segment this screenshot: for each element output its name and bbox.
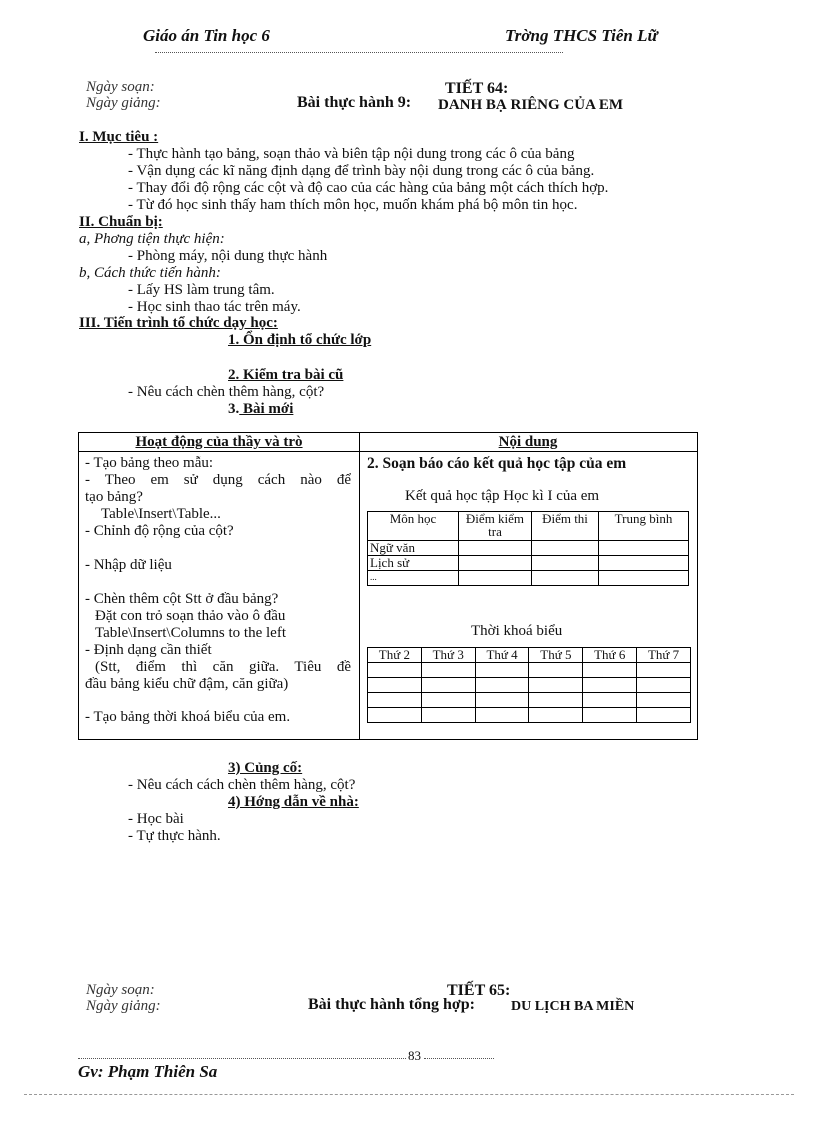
- grades-cell: [599, 571, 689, 586]
- process-heading: III. Tiến trình tổ chức dạy học:: [79, 315, 278, 331]
- activity-line: - Chèn thêm cột Stt ở đầu bảng?: [85, 591, 279, 607]
- schedule-cell: [583, 663, 637, 678]
- schedule-cell: [368, 678, 422, 693]
- schedule-cell: [637, 678, 691, 693]
- activity-line: - Nhập dữ liệu: [85, 557, 172, 573]
- schedule-header-cell: Thứ 4: [475, 648, 529, 663]
- page-number: 83: [408, 1048, 421, 1063]
- grades-row-subject: Lịch sử: [368, 556, 459, 571]
- header-divider: [155, 52, 563, 53]
- objective-item: - Thực hành tạo bảng, soạn thảo và biên tập nội dung trong các ô của bảng: [128, 146, 575, 162]
- preparation-b-label: b, Cách thức tiến hành:: [79, 265, 221, 281]
- schedule-caption: Thời khoá biểu: [471, 623, 563, 639]
- grades-header-cell: Điểm kiểm tra: [459, 512, 532, 541]
- homework-heading: 4) Hớng dẫn về nhà:: [228, 794, 359, 810]
- grades-row-subject: Ngữ văn: [368, 541, 459, 556]
- grades-cell: [599, 556, 689, 571]
- schedule-cell: [368, 708, 422, 723]
- schedule-cell: [529, 663, 583, 678]
- preparation-b-item: - Học sinh thao tác trên máy.: [128, 299, 301, 315]
- grades-cell: [532, 556, 599, 571]
- preparation-a-label: a, Phơng tiện thực hiện:: [79, 231, 225, 247]
- schedule-cell: [368, 693, 422, 708]
- grades-cell: [532, 541, 599, 556]
- content-heading: 2. Soạn báo cáo kết quả học tập của em: [367, 455, 627, 472]
- lesson64-title: DANH BẠ RIÊNG CỦA EM: [438, 97, 624, 113]
- activity-line: - Chỉnh độ rộng của cột?: [85, 523, 234, 539]
- activity-line: đầu bảng kiểu chữ đậm, căn giữa): [85, 676, 289, 692]
- schedule-table: [367, 647, 691, 723]
- schedule-cell: [421, 693, 475, 708]
- activity-line: tạo bảng?: [85, 489, 143, 505]
- schedule-cell: [583, 678, 637, 693]
- grades-cell: [459, 556, 532, 571]
- grades-header-cell: Trung bình: [599, 512, 689, 541]
- header-school: Trờng THCS Tiên Lữ: [505, 26, 658, 45]
- schedule-cell: [637, 663, 691, 678]
- activity-line: Table\Insert\Table...: [101, 506, 221, 522]
- process-step-2: 2. Kiểm tra bài cũ: [228, 367, 344, 383]
- preparation-a-item: - Phòng máy, nội dung thực hành: [128, 248, 328, 264]
- footer-divider-left: [78, 1058, 406, 1059]
- schedule-cell: [637, 708, 691, 723]
- grades-cell: [599, 541, 689, 556]
- table-column-divider: [359, 433, 360, 739]
- grades-row-subject: ...: [368, 571, 459, 586]
- lesson65-ngay-soan: Ngày soạn:: [86, 982, 155, 998]
- table-header-content: Nội dung: [498, 434, 558, 450]
- homework-item: - Tự thực hành.: [128, 828, 221, 844]
- schedule-cell: [421, 678, 475, 693]
- process-step-3: [228, 401, 293, 418]
- activity-line: (Stt, điểm thì căn giữa. Tiêu đề: [95, 659, 351, 675]
- preparation-b-item: - Lấy HS làm trung tâm.: [128, 282, 275, 298]
- activity-line: - Theo em sử dụng cách nào để: [85, 472, 351, 488]
- objective-item: - Vận dụng các kĩ năng định dạng để trình bày nội dung trong các ô của bảng.: [128, 163, 595, 179]
- schedule-cell: [368, 663, 422, 678]
- activity-line: - Định dạng cần thiết: [85, 642, 212, 658]
- schedule-cell: [421, 708, 475, 723]
- grades-cell: [459, 541, 532, 556]
- schedule-header-cell: Thứ 5: [529, 648, 583, 663]
- page-bottom-edge: [24, 1094, 794, 1095]
- lesson65-tiet: TIẾT 65:: [447, 982, 511, 999]
- preparation-heading: II. Chuẩn bị:: [79, 214, 163, 230]
- process-step-2-item: - Nêu cách chèn thêm hàng, cột?: [128, 384, 325, 400]
- activity-line: Table\Insert\Columns to the left: [95, 625, 286, 641]
- schedule-cell: [475, 708, 529, 723]
- objectives-heading: I. Mục tiêu :: [79, 129, 159, 145]
- grades-caption: Kết quả học tập Học kì I của em: [405, 488, 600, 504]
- activity-line: Đặt con trỏ soạn thảo vào ô đầu: [95, 608, 286, 624]
- activity-line: - Tạo bảng thời khoá biểu của em.: [85, 709, 291, 725]
- schedule-header-cell: Thứ 6: [583, 648, 637, 663]
- grades-header-cell: Điểm thi: [532, 512, 599, 541]
- footer-teacher: Gv: Phạm Thiên Sa: [78, 1062, 218, 1081]
- lesson64-ngay-giang: Ngày giảng:: [86, 95, 161, 111]
- lesson64-title-prefix: Bài thực hành 9:: [297, 94, 412, 111]
- schedule-cell: [475, 678, 529, 693]
- homework-item: - Học bài: [128, 811, 184, 827]
- schedule-cell: [475, 693, 529, 708]
- grades-table: [367, 511, 689, 586]
- objective-item: - Thay đổi độ rộng các cột và độ cao của các hàng của bảng một cách thích hợp.: [128, 180, 609, 196]
- grades-header-cell: Môn học: [368, 512, 459, 541]
- schedule-cell: [475, 663, 529, 678]
- review-item: - Nêu cách cách chèn thêm hàng, cột?: [128, 777, 356, 793]
- schedule-cell: [529, 708, 583, 723]
- footer-divider-right: [424, 1058, 494, 1059]
- lesson65-ngay-giang: Ngày giảng:: [86, 998, 161, 1014]
- schedule-header-cell: Thứ 2: [368, 648, 422, 663]
- review-heading: 3) Củng cố:: [228, 760, 303, 776]
- table-header-divider: [79, 451, 697, 452]
- schedule-cell: [529, 693, 583, 708]
- grades-cell: [459, 571, 532, 586]
- schedule-cell: [583, 693, 637, 708]
- lesson65-title-prefix: Bài thực hành tổng hợp:: [308, 996, 475, 1013]
- process-step-1: 1. Ổn định tổ chức lớp: [228, 332, 372, 348]
- lesson-table: [78, 432, 698, 740]
- schedule-header-cell: Thứ 3: [421, 648, 475, 663]
- schedule-cell: [421, 663, 475, 678]
- schedule-cell: [529, 678, 583, 693]
- process-step-3-title: Bài mới: [239, 401, 294, 417]
- lesson65-title: DU LỊCH BA MIỀN: [511, 999, 635, 1014]
- schedule-cell: [637, 693, 691, 708]
- grades-cell: [532, 571, 599, 586]
- header-subject: Giáo án Tin học 6: [143, 26, 270, 45]
- schedule-cell: [583, 708, 637, 723]
- activity-line: - Tạo bảng theo mẫu:: [85, 455, 214, 471]
- process-step-3-number: 3.: [228, 401, 240, 417]
- schedule-header-cell: Thứ 7: [637, 648, 691, 663]
- table-header-activities: Hoạt động của thầy và trò: [135, 434, 303, 450]
- objective-item: - Từ đó học sinh thấy ham thích môn học, muốn khám phá bộ môn tin học.: [128, 197, 578, 213]
- lesson64-ngay-soan: Ngày soạn:: [86, 79, 155, 95]
- lesson64-tiet: TIẾT 64:: [445, 80, 509, 97]
